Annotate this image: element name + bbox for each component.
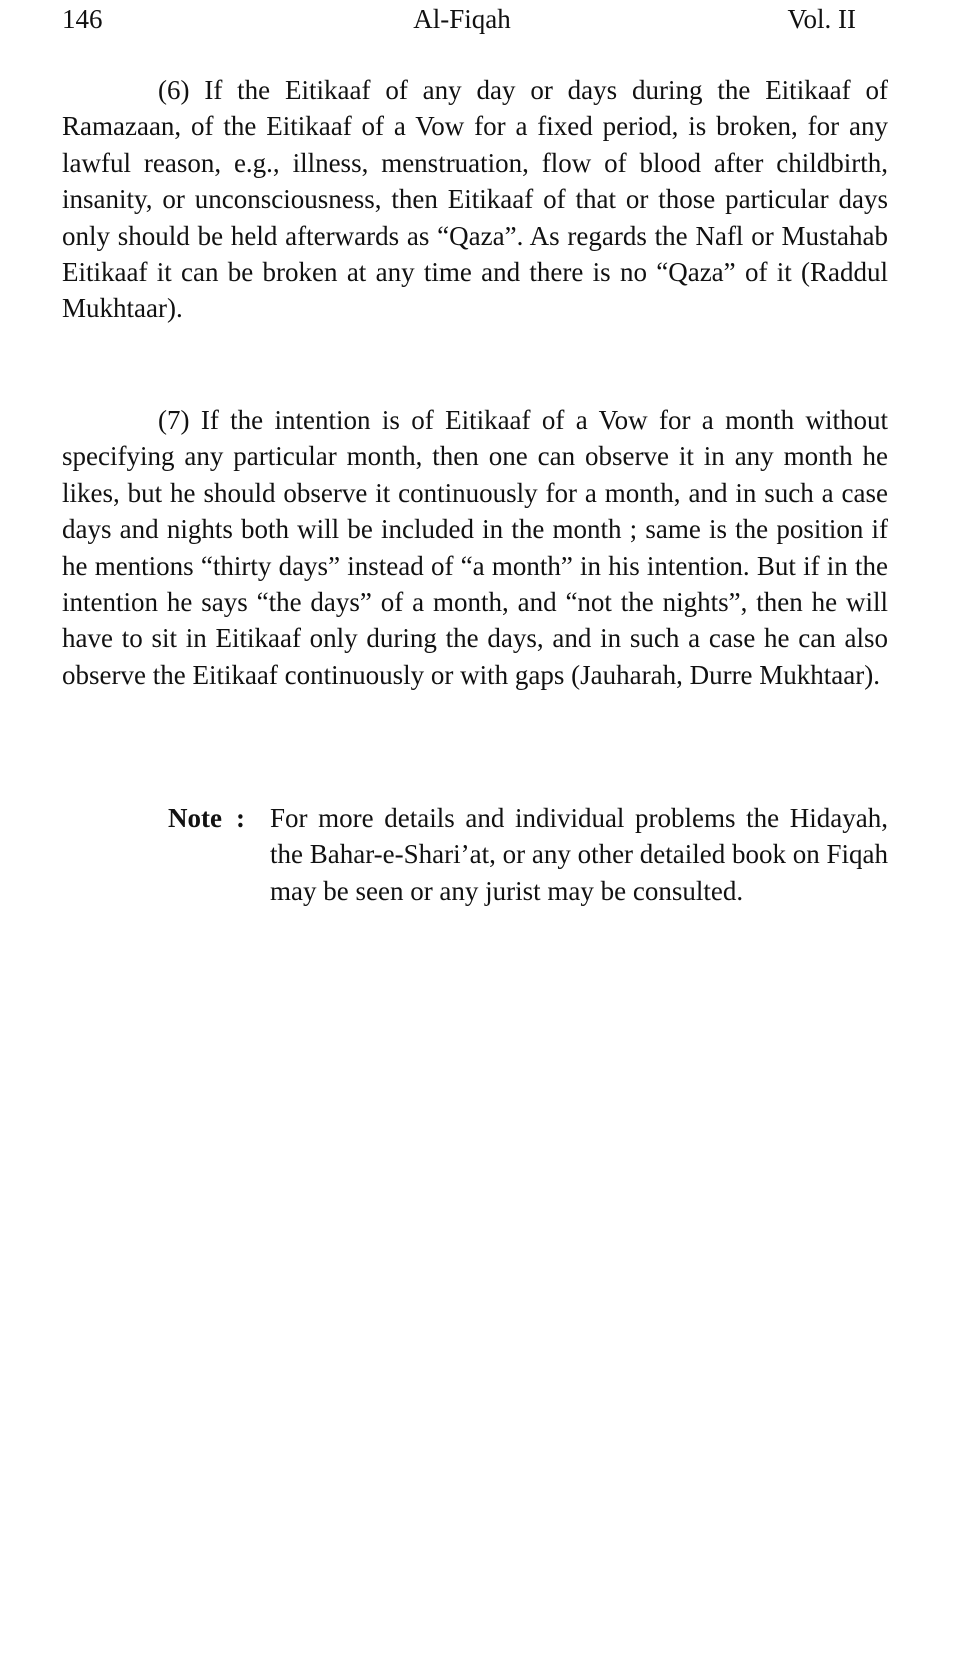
paragraph-7: (7) If the intention is of Eitikaaf of a Vow for a month without specifying any particular month, then one can observe it in any month he likes, but he should observe it continuously for a month, and in such a case days and nights both will be included in the month ; same is the position if he mentions “thirty days” instead of “a month” in his intention. But if in the intention he says “the days” of a month, and “not the nights”, then he will have to sit in Eitikaaf only during the days, and in such a case he can also observe the Eitikaaf continuously or with gaps (Jauharah, Durre Mukhtaar). <box>62 405 888 690</box>
note-label: Note <box>168 803 222 833</box>
paragraph-6: (6) If the Eitikaaf of any day or days during the Eitikaaf of Ramazaan, of the Eitikaaf of a Vow for a fixed period, is broken, for any lawful reason, e.g., illness, menstruation, flow of blood after childbirth, insanity, or unconsciousness, then Eitikaaf of that or those particular days only should be held afterwards as “Qaza”. As regards the Nafl or Mustahab Eitikaaf it can be broken at any time and there is no “Qaza” of it (Raddul Mukhtaar). <box>62 75 888 324</box>
note-block <box>168 800 888 909</box>
paragraph-6-block <box>62 72 888 327</box>
volume-label: Vol. II <box>787 4 856 34</box>
note-colon: : <box>235 803 245 833</box>
running-header <box>62 2 862 36</box>
page-number: 146 <box>62 4 103 34</box>
paragraph-7-block <box>62 402 888 693</box>
book-title: Al-Fiqah <box>413 4 511 34</box>
note-label-group <box>168 800 245 836</box>
note-text: For more details and individual problems the Hidayah, the Bahar-e-Shari’at, or any other detailed book on Fiqah may be seen or any jurist may be consulted. <box>270 803 889 906</box>
